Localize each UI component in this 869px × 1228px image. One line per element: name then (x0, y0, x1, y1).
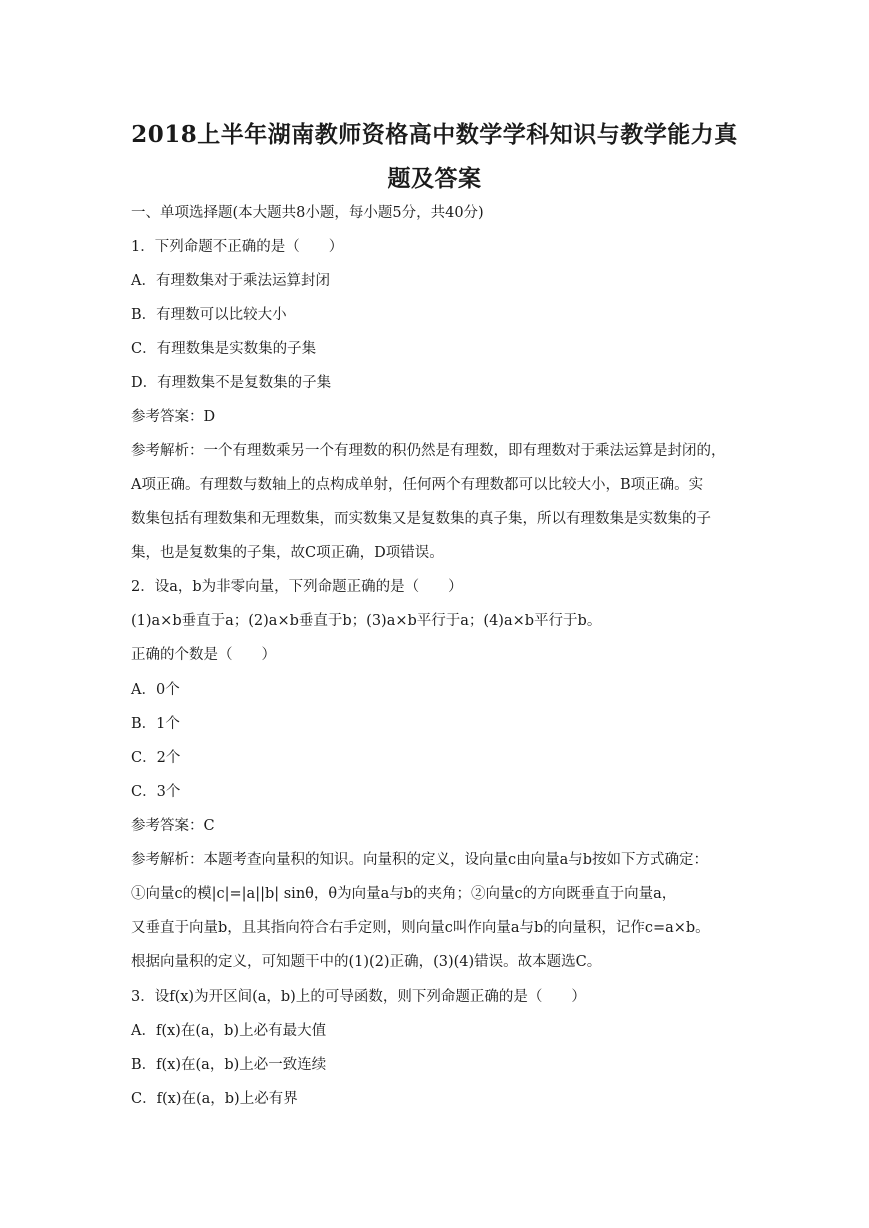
question-1-analysis-line: 参考解析：一个有理数乘另一个有理数的积仍然是有理数，即有理数对于乘法运算是封闭的， (131, 443, 726, 459)
question-1-option-b: B．有理数可以比较大小 (131, 307, 287, 323)
question-2-statements: (1)a×b垂直于a；(2)a×b垂直于b；(3)a×b平行于a；(4)a×b平行于b。 (131, 613, 602, 629)
question-3-option-b: B．f(x)在(a，b)上必一致连续 (131, 1057, 327, 1073)
question-1-answer: 参考答案：D (131, 409, 216, 425)
question-1-option-c: C．有理数集是实数集的子集 (131, 341, 317, 357)
question-2-answer: 参考答案：C (131, 818, 215, 834)
section-heading: 一、单项选择题(本大题共8小题，每小题5分，共40分) (131, 205, 484, 221)
question-1-option-a: A．有理数集对于乘法运算封闭 (131, 273, 330, 289)
question-2-count-prompt: 正确的个数是（ ） (131, 647, 276, 663)
question-1-option-d: D．有理数集不是复数集的子集 (131, 375, 332, 391)
question-3-option-a: A．f(x)在(a，b)上必有最大值 (131, 1023, 327, 1039)
question-2-analysis-line: ①向量c的模|c|=|a||b| sinθ，θ为向量a与b的夹角；②向量c的方向既垂直于向量a， (131, 886, 677, 902)
question-2-analysis-line: 根据向量积的定义，可知题干中的(1)(2)正确，(3)(4)错误。故本题选C。 (131, 954, 602, 970)
question-2-option-a: A．0个 (131, 682, 180, 698)
question-1-analysis-line: A项正确。有理数与数轴上的点构成单射，任何两个有理数都可以比较大小，B项正确。实 (131, 477, 704, 493)
question-1-analysis-line: 数集包括有理数集和无理数集，而实数集又是复数集的真子集，所以有理数集是实数集的子 (131, 511, 711, 527)
question-1-analysis-line: 集，也是复数集的子集，故C项正确，D项错误。 (131, 545, 444, 561)
question-2-stem: 2．设a，b为非零向量，下列命题正确的是（ ） (131, 579, 463, 595)
question-3-option-c: C．f(x)在(a，b)上必有界 (131, 1091, 298, 1107)
question-2-option-c: C．2个 (131, 750, 181, 766)
document-title-line-2: 题及答案 (387, 165, 482, 192)
question-1-stem: 1．下列命题不正确的是（ ） (131, 239, 344, 255)
question-3-stem: 3．设f(x)为开区间(a，b)上的可导函数，则下列命题正确的是（ ） (131, 989, 586, 1005)
question-2-option-d: C．3个 (131, 784, 181, 800)
question-2-option-b: B．1个 (131, 716, 180, 732)
question-2-analysis-line: 参考解析：本题考查向量积的知识。向量积的定义，设向量c由向量a与b按如下方式确定： (131, 852, 709, 868)
question-2-analysis-line: 又垂直于向量b，且其指向符合右手定则，则向量c叫作向量a与b的向量积，记作c=a×b。 (131, 920, 710, 936)
document-title-line-1: 2018上半年湖南教师资格高中数学学科知识与教学能力真 (131, 121, 738, 148)
